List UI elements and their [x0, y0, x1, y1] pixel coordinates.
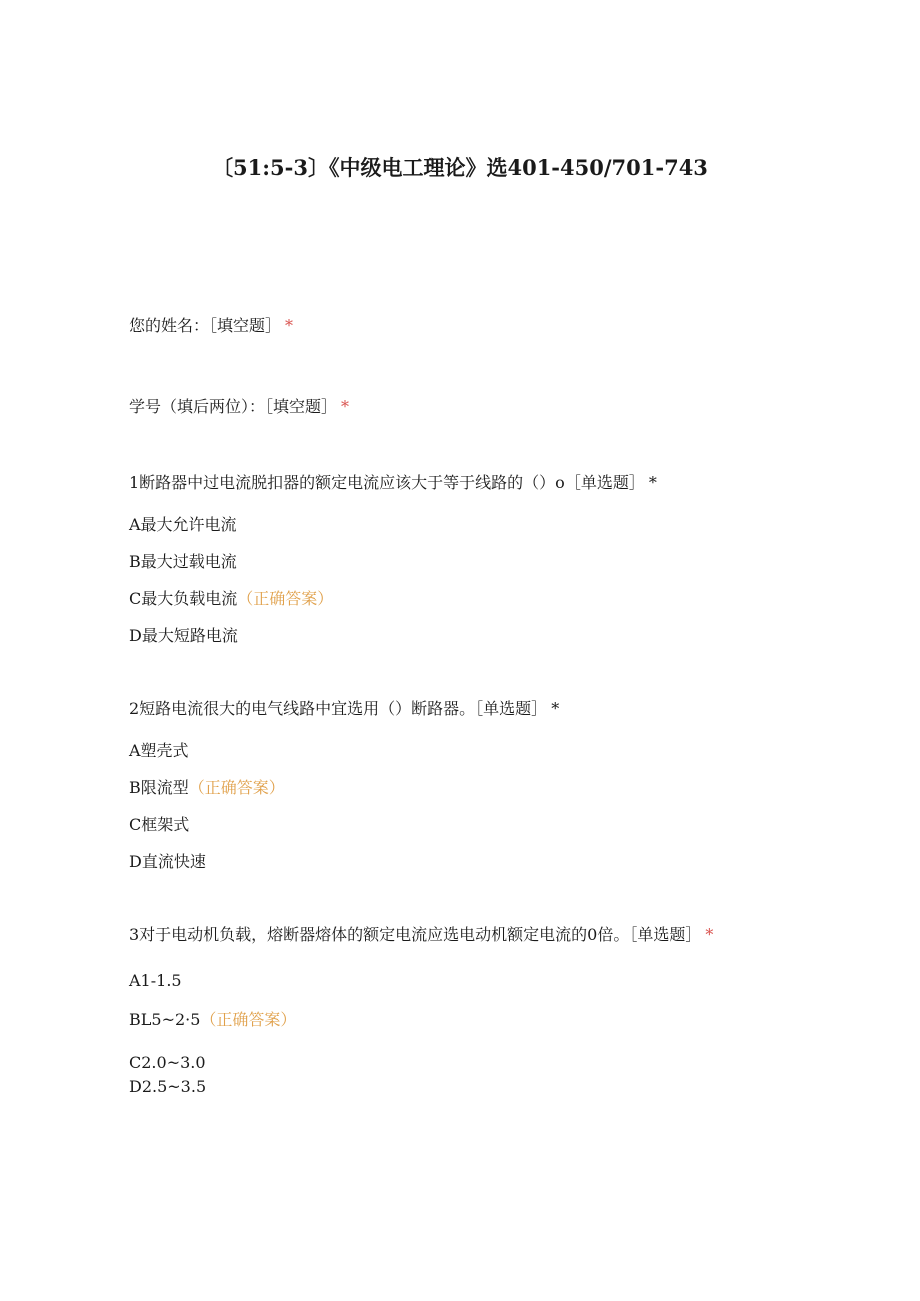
- page-title: 〔51:5-3〕《中级电工理论》选401-450/701-743: [212, 155, 708, 180]
- required-star: *: [648, 473, 657, 492]
- required-star: *: [551, 699, 560, 718]
- field-label-text: 学号（填后两位）：［填空题］: [129, 397, 338, 416]
- option-text: C框架式: [129, 815, 190, 834]
- option-text: C2.0~3.0: [129, 1053, 206, 1072]
- student-id-field-label: [129, 397, 349, 417]
- question-3-option-c[interactable]: [129, 1053, 206, 1073]
- question-text: 2短路电流很大的电气线路中宜选用（）断路器。［单选题］: [129, 699, 548, 718]
- required-star: *: [285, 316, 294, 335]
- question-1-option-a[interactable]: [129, 515, 237, 535]
- question-2-option-d[interactable]: [129, 852, 206, 872]
- option-text: D2.5~3.5: [129, 1077, 207, 1096]
- question-text: 3对于电动机负载，熔断器熔体的额定电流应选电动机额定电流的0倍。［单选题］: [129, 925, 702, 944]
- question-2-option-c[interactable]: [129, 815, 189, 835]
- correct-answer-note: （正确答案）: [188, 778, 285, 797]
- question-2-option-a[interactable]: [129, 741, 189, 761]
- question-1-prompt: [129, 473, 657, 493]
- question-3-option-d[interactable]: [129, 1077, 206, 1097]
- field-label-text: 您的姓名：［填空题］: [129, 316, 282, 335]
- option-text: BL5~2·5: [129, 1010, 201, 1029]
- question-3-option-b[interactable]: [129, 1010, 296, 1030]
- option-text: A最大允许电流: [129, 515, 237, 534]
- option-text: B限流型: [129, 778, 189, 797]
- question-3-prompt: [129, 925, 713, 945]
- question-2-prompt: [129, 699, 559, 719]
- option-text: A塑壳式: [129, 741, 189, 760]
- correct-answer-note: （正确答案）: [200, 1010, 297, 1029]
- option-text: A1-1.5: [129, 971, 182, 990]
- option-text: D直流快速: [129, 852, 206, 871]
- option-text: C最大负载电流: [129, 589, 238, 608]
- question-1-option-c[interactable]: [129, 589, 333, 609]
- required-star: *: [705, 925, 714, 944]
- option-text: B最大过载电流: [129, 552, 237, 571]
- required-star: *: [341, 397, 350, 416]
- question-3-option-a[interactable]: [129, 971, 182, 991]
- question-text: 1断路器中过电流脱扣器的额定电流应该大于等于线路的（）o［单选题］: [129, 473, 645, 492]
- name-field-label: [129, 316, 293, 336]
- question-1-option-b[interactable]: [129, 552, 237, 572]
- question-2-option-b[interactable]: [129, 778, 285, 798]
- question-1-option-d[interactable]: [129, 626, 238, 646]
- option-text: D最大短路电流: [129, 626, 238, 645]
- correct-answer-note: （正确答案）: [237, 589, 334, 608]
